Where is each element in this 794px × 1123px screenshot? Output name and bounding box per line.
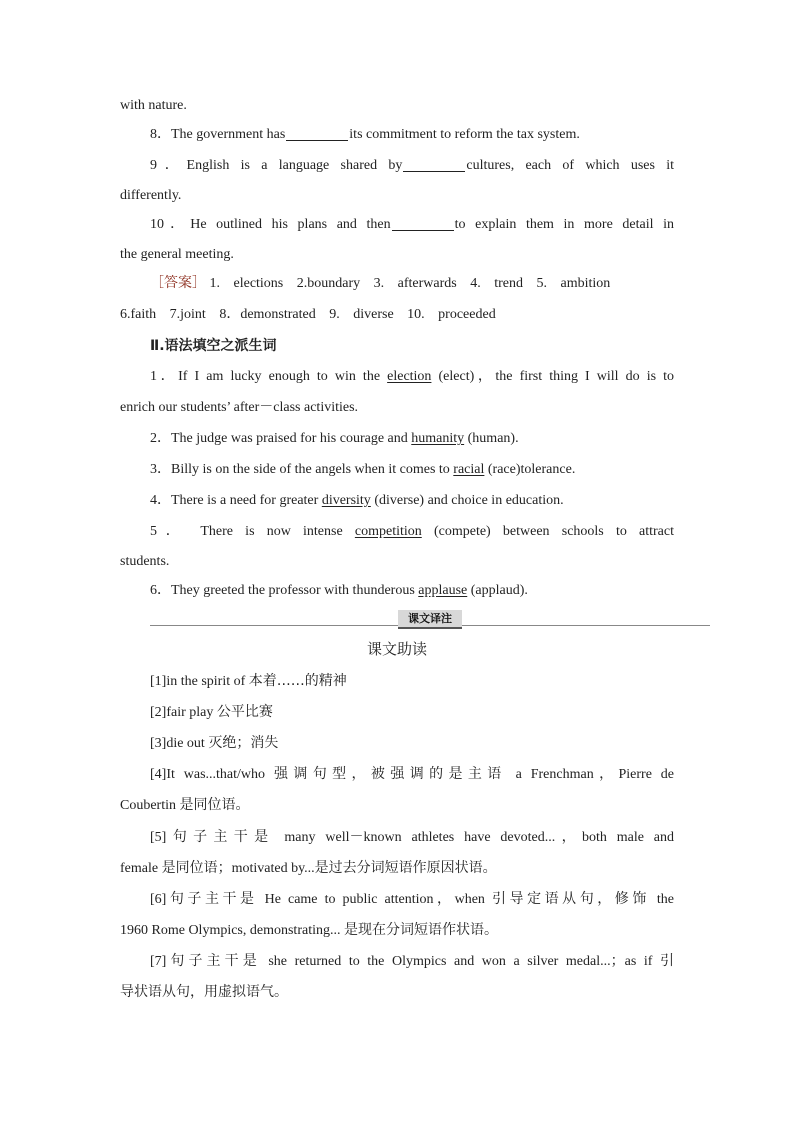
answer-blank <box>403 157 465 172</box>
answer-key-line1: ［答案］ 1. elections 2.boundary 3. afterwards 4. trend 5. ambition <box>150 275 611 291</box>
note-4: [4]It was...that/who 强调句型，被强调的是主语 a Frenchman，Pierre de <box>150 766 675 782</box>
item-1: 1．If I am lucky enough to win the election (elect)，the first thing I will do is to <box>150 369 675 384</box>
section-tag: 课文译注 <box>398 610 462 629</box>
answer-word: humanity <box>411 431 465 446</box>
answer-word: competition <box>354 524 422 539</box>
answer-word: racial <box>453 462 485 477</box>
answer-label: ［答案］ <box>150 275 206 291</box>
answer-blank <box>392 216 454 231</box>
question-9: 9．English is a language shared by cultures, each of which uses it <box>150 158 674 173</box>
item-5-cont: students. <box>120 554 170 569</box>
note-5-cont: female 是同位语；motivated by...是过去分词短语作原因状语。 <box>120 860 497 876</box>
answer-word: election <box>387 369 432 384</box>
item-1-cont: enrich our students’ after－class activities. <box>120 400 359 415</box>
question-10: 10．He outlined his plans and then to explain them in more detail in <box>150 217 674 232</box>
item-4: 4．There is a need for greater diversity (diverse) and choice in education. <box>150 493 564 508</box>
answer-blank <box>286 126 348 141</box>
section-title: 课文助读 <box>366 640 427 658</box>
item-6: 6．They greeted the professor with thunderous applause (applaud). <box>150 583 528 598</box>
note-7-cont: 导状语从句，用虚拟语气。 <box>120 984 288 1000</box>
note-3: [3]die out 灭绝；消失 <box>150 735 279 751</box>
note-2: [2]fair play 公平比赛 <box>150 704 273 720</box>
question-8: 8．The government has its commitment to reform the tax system. <box>150 127 580 142</box>
note-7: [7]句子主干是 she returned to the Olympics and won a silver medal...；as if 引 <box>150 953 674 969</box>
answer-word: diversity <box>321 493 371 508</box>
q7-continuation: with nature. <box>120 98 187 113</box>
exercise2-heading: Ⅱ.语法填空之派生词 <box>150 338 277 354</box>
note-1: [1]in the spirit of 本着……的精神 <box>150 673 347 689</box>
answer-key-line2: 6.faith 7.joint 8．demonstrated 9. diverse 10. proceeded <box>120 307 496 322</box>
question-9-cont: differently. <box>120 188 182 203</box>
question-10-cont: the general meeting. <box>120 247 234 262</box>
note-6: [6]句子主干是 He came to public attention，when 引导定语从句，修饰 the <box>150 891 675 907</box>
item-5: 5． There is now intense competition (compete) between schools to attract <box>150 524 675 539</box>
answer-word: applause <box>418 583 468 598</box>
note-5: [5]句子主干是 many well－known athletes have devoted...，both male and <box>150 829 675 845</box>
note-6-cont: 1960 Rome Olympics, demonstrating... 是现在分词短语作状语。 <box>120 922 498 938</box>
item-3: 3．Billy is on the side of the angels when it comes to racial (race)tolerance. <box>150 462 576 477</box>
note-4-cont: Coubertin 是同位语。 <box>120 797 250 813</box>
item-2: 2．The judge was praised for his courage and humanity (human). <box>150 431 519 446</box>
